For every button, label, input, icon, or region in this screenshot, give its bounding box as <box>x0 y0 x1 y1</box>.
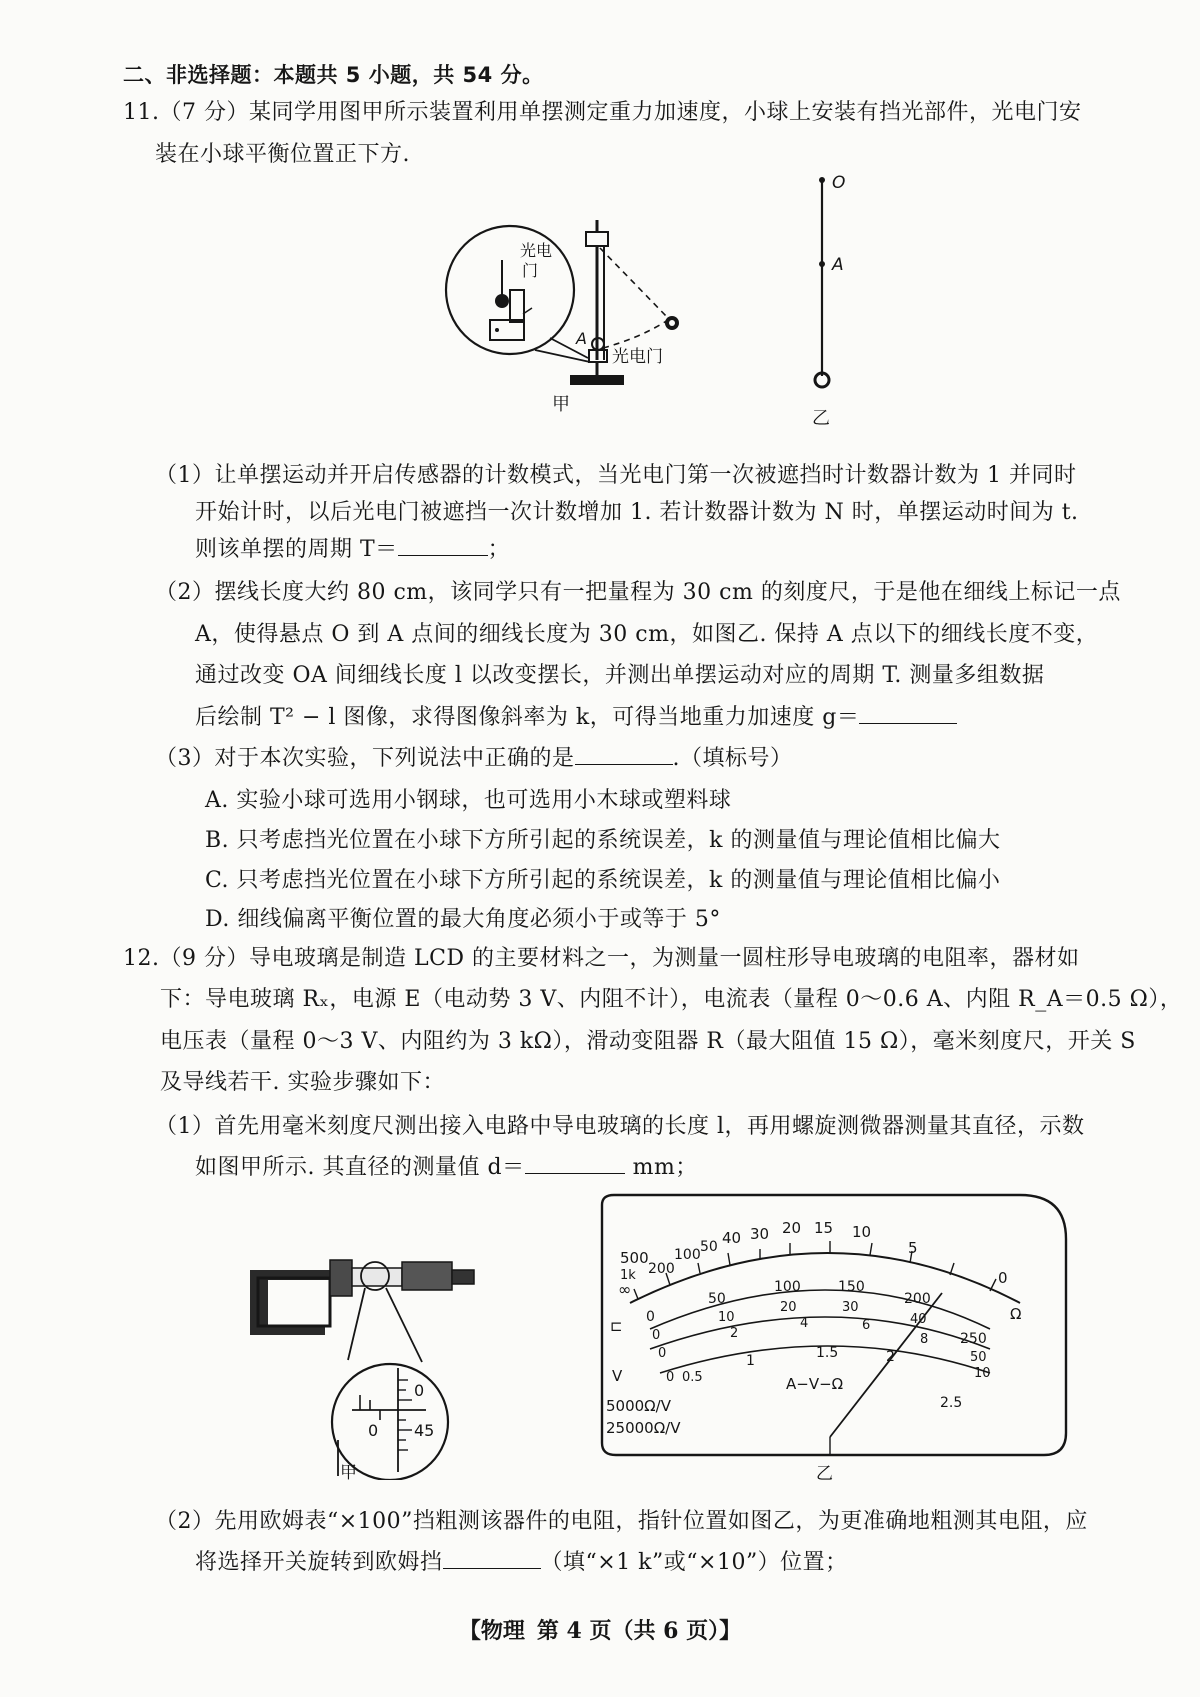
ac-symbol: V <box>612 1367 623 1385</box>
ac-tick-1-5: 1.5 <box>816 1345 839 1361</box>
ohm-tick-500: 500 <box>620 1249 649 1267</box>
ac-tick-2-5: 2.5 <box>940 1395 963 1411</box>
q11-p3-text: （3）对于本次实验，下列说法中正确的是 <box>155 746 575 771</box>
low-tick-10: 10 <box>974 1366 991 1381</box>
figure-pendulum-apparatus <box>440 210 760 440</box>
ohm-tick-0: 0 <box>998 1269 1008 1287</box>
caption-yi: 乙 <box>812 408 830 428</box>
q11-p3-line <box>155 744 793 774</box>
q12-stem-line-4: 及导线若干. 实验步骤如下： <box>160 1070 445 1095</box>
caption-meter: 乙 <box>816 1464 833 1483</box>
q12-p2-line-2 <box>195 1548 848 1578</box>
q12-p2-line-2-text: 将选择开关旋转到欧姆挡 <box>195 1550 443 1575</box>
dc-tick-100: 100 <box>774 1279 801 1295</box>
q11-p2-line-1: （2）摆线长度大约 80 cm，该同学只有一把量程为 30 cm 的刻度尺，于是他在细线上标记一点 <box>155 580 1121 605</box>
figure-multimeter-dial <box>590 1193 1072 1483</box>
label-photogate: 光电门 <box>612 347 663 367</box>
q12-p2-line-2-end: （填“×1 k”或“×10”）位置； <box>540 1550 848 1575</box>
ohm-tick-infinity: ∞ <box>618 1280 632 1299</box>
low-tick-8: 8 <box>920 1332 929 1347</box>
caption-jia: 甲 <box>552 394 570 415</box>
q11-p1-line-3 <box>195 535 510 565</box>
inset-label-photogate-b: 门 <box>522 261 539 280</box>
mid-tick-0: 0 <box>652 1328 661 1343</box>
ac-tick-2: 2 <box>886 1349 895 1365</box>
ohm-tick-10: 10 <box>852 1223 872 1241</box>
low-tick-4: 4 <box>800 1316 809 1331</box>
avo-label: A−V−Ω <box>786 1375 844 1393</box>
ohm-tick-1k: 1k <box>620 1268 636 1283</box>
sensitivity-5000: 5000Ω/V <box>606 1397 671 1415</box>
ohm-unit: Ω <box>1010 1305 1022 1323</box>
q12-p1-line-2-text: 如图甲所示. 其直径的测量值 d＝ <box>195 1155 525 1180</box>
caption-micrometer: 甲 <box>340 1463 357 1480</box>
ohm-tick-5: 5 <box>908 1239 918 1257</box>
dc-tick-150: 150 <box>838 1279 865 1295</box>
ac-tick-0: 0 <box>666 1370 675 1385</box>
thimble-label-45: 45 <box>414 1421 435 1440</box>
q11-p3-end: .（填标号） <box>672 746 793 771</box>
label-A: A <box>576 329 587 348</box>
inset-label-photogate-a: 光电 <box>520 241 553 260</box>
label-O: O <box>832 173 846 193</box>
dc-tick-250: 250 <box>960 1331 987 1347</box>
sleeve-label-0: 0 <box>368 1421 379 1440</box>
dc-symbol: ⊏ <box>610 1317 623 1335</box>
q11-option-a: A. 实验小球可选用小钢球，也可选用小木球或塑料球 <box>205 788 732 813</box>
q11-p1-line-2: 开始计时，以后光电门被遮挡一次计数增加 1. 若计数器计数为 N 时，单摆运动时间为 t. <box>195 500 1079 525</box>
answer-blank-choice[interactable] <box>575 744 673 765</box>
q11-p2-line-4-text: 后绘制 T² − l 图像，求得图像斜率为 k，可得当地重力加速度 g＝ <box>195 705 860 730</box>
q11-p1-line-3-end: ； <box>487 537 511 562</box>
figure-string-OA <box>800 168 860 428</box>
q11-p2-line-4 <box>195 703 957 733</box>
answer-blank-range[interactable] <box>443 1548 541 1569</box>
q11-p1-line-1: （1）让单摆运动并开启传感器的计数模式，当光电门第一次被遮挡时计数器计数为 1 并同时 <box>155 463 1077 488</box>
q11-p2-line-2: A，使得悬点 O 到 A 点间的细线长度为 30 cm，如图乙. 保持 A 点以下的细线长度不变， <box>195 622 1099 647</box>
figure-micrometer <box>240 1240 530 1480</box>
low-tick-0: 0 <box>658 1346 667 1361</box>
q12-p2-line-1: （2）先用欧姆表“×100”挡粗测该器件的电阻，指针位置如图乙，为更准确地粗测其电阻，应 <box>155 1509 1088 1534</box>
footer-subject: 【物理 <box>458 1618 525 1644</box>
q11-p1-line-3-text: 则该单摆的周期 T＝ <box>195 537 398 562</box>
mid-tick-50: 50 <box>970 1350 987 1365</box>
dc-tick-0: 0 <box>646 1309 655 1325</box>
ohm-tick-100: 100 <box>674 1247 701 1263</box>
ohm-tick-15: 15 <box>814 1219 834 1237</box>
mid-tick-10: 10 <box>718 1310 735 1325</box>
answer-blank-diameter[interactable] <box>525 1153 625 1174</box>
q12-stem-line-2: 下：导电玻璃 Rₓ，电源 E（电动势 3 V、内阻不计），电流表（量程 0～0.6 A、内阻 R_A＝0.5 Ω）， <box>160 987 1183 1012</box>
q12-stem-line-1: 12.（9 分）导电玻璃是制造 LCD 的主要材料之一，为测量一圆柱形导电玻璃的电阻率，器材如 <box>123 946 1080 971</box>
mid-tick-30: 30 <box>842 1300 859 1315</box>
answer-blank-gravity[interactable] <box>859 703 957 724</box>
q12-p1-line-2 <box>195 1153 698 1183</box>
q12-stem-line-3: 电压表（量程 0～3 V、内阻约为 3 kΩ），滑动变阻器 R（最大阻值 15 Ω），毫米刻度尺，开关 S <box>160 1029 1136 1054</box>
ohm-tick-50: 50 <box>700 1239 718 1255</box>
ohm-tick-40: 40 <box>722 1229 742 1247</box>
low-tick-6: 6 <box>862 1318 871 1333</box>
mid-tick-40: 40 <box>910 1312 927 1327</box>
dc-tick-50: 50 <box>708 1291 726 1307</box>
q11-stem-line-1: 11.（7 分）某同学用图甲所示装置利用单摆测定重力加速度，小球上安装有挡光部件，光电门安 <box>123 100 1082 125</box>
q11-option-d: D. 细线偏离平衡位置的最大角度必须小于或等于 5° <box>205 907 721 932</box>
section-heading: 二、非选择题：本题共 5 小题，共 54 分。 <box>123 63 544 87</box>
q11-stem-line-2: 装在小球平衡位置正下方. <box>155 142 410 167</box>
dc-tick-200: 200 <box>904 1291 931 1307</box>
ohm-tick-200: 200 <box>648 1261 675 1277</box>
ac-tick-0-5: 0.5 <box>682 1370 703 1385</box>
answer-blank-period[interactable] <box>398 535 488 556</box>
footer-page: 第 4 页（共 6 页）】 <box>536 1618 742 1644</box>
sensitivity-25000: 25000Ω/V <box>606 1419 681 1437</box>
ohm-tick-30: 30 <box>750 1225 770 1243</box>
q11-p2-line-3: 通过改变 OA 间细线长度 l 以改变摆长，并测出单摆运动对应的周期 T. 测量多组数据 <box>195 663 1045 688</box>
q11-option-c: C. 只考虑挡光位置在小球下方所引起的系统误差，k 的测量值与理论值相比偏小 <box>205 868 1001 893</box>
low-tick-2: 2 <box>730 1326 739 1341</box>
page-footer <box>0 1614 1200 1645</box>
q11-option-b: B. 只考虑挡光位置在小球下方所引起的系统误差，k 的测量值与理论值相比偏大 <box>205 828 1001 853</box>
label-A-string: A <box>832 255 844 275</box>
q12-p1-line-2-unit: mm； <box>632 1155 698 1180</box>
q12-p1-line-1: （1）首先用毫米刻度尺测出接入电路中导电玻璃的长度 l，再用螺旋测微器测量其直径，示数 <box>155 1114 1085 1139</box>
mid-tick-20: 20 <box>780 1300 797 1315</box>
thimble-label-0: 0 <box>414 1381 425 1400</box>
ac-tick-1: 1 <box>746 1353 755 1369</box>
ohm-tick-20: 20 <box>782 1219 802 1237</box>
